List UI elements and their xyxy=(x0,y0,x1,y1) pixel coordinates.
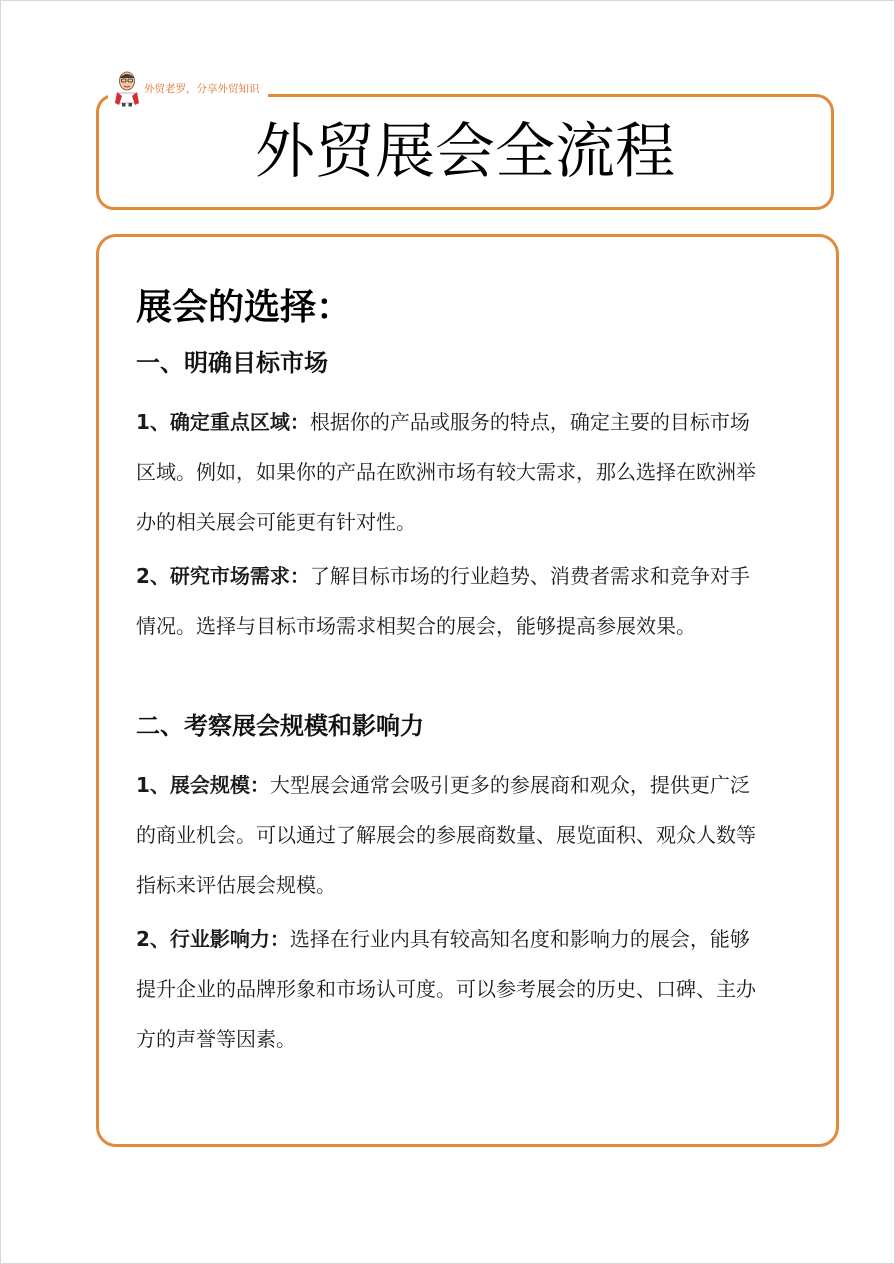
paragraph-item xyxy=(136,914,761,1064)
subsection-title: 一、明确目标市场 xyxy=(136,349,328,377)
cartoon-avatar-icon xyxy=(114,69,140,107)
paragraph-lead: 1、确定重点区域： xyxy=(136,410,310,434)
paragraph-text: 根据你的产品或服务的特点，确定主要的目标市场区域。例如，如果你的产品在欧洲市场有较大需求，那么选择在欧洲举办的相关展会可能更有针对性。 xyxy=(136,410,756,534)
page-title: 外贸展会全流程 xyxy=(255,117,675,187)
subsection-title: 二、考察展会规模和影响力 xyxy=(136,712,424,740)
paragraph-item xyxy=(136,760,761,910)
paragraph-text: 了解目标市场的行业趋势、消费者需求和竞争对手情况。选择与目标市场需求相契合的展会，能够提高参展效果。 xyxy=(136,564,750,638)
paragraph-item xyxy=(136,551,761,651)
brand-tagline: 外贸老罗，分享外贸知识 xyxy=(144,82,260,95)
paragraph-item xyxy=(136,397,761,547)
paragraph-text: 选择在行业内具有较高知名度和影响力的展会，能够提升企业的品牌形象和市场认可度。可以参考展会的历史、口碑、主办方的声誉等因素。 xyxy=(136,927,756,1051)
paragraph-lead: 2、研究市场需求： xyxy=(136,564,310,588)
paragraph-text: 大型展会通常会吸引更多的参展商和观众，提供更广泛的商业机会。可以通过了解展会的参展商数量、展览面积、观众人数等指标来评估展会规模。 xyxy=(136,773,756,897)
paragraph-lead: 2、行业影响力： xyxy=(136,927,290,951)
section-heading: 展会的选择： xyxy=(136,287,353,328)
brand-badge xyxy=(108,68,268,108)
paragraph-lead: 1、展会规模： xyxy=(136,773,270,797)
